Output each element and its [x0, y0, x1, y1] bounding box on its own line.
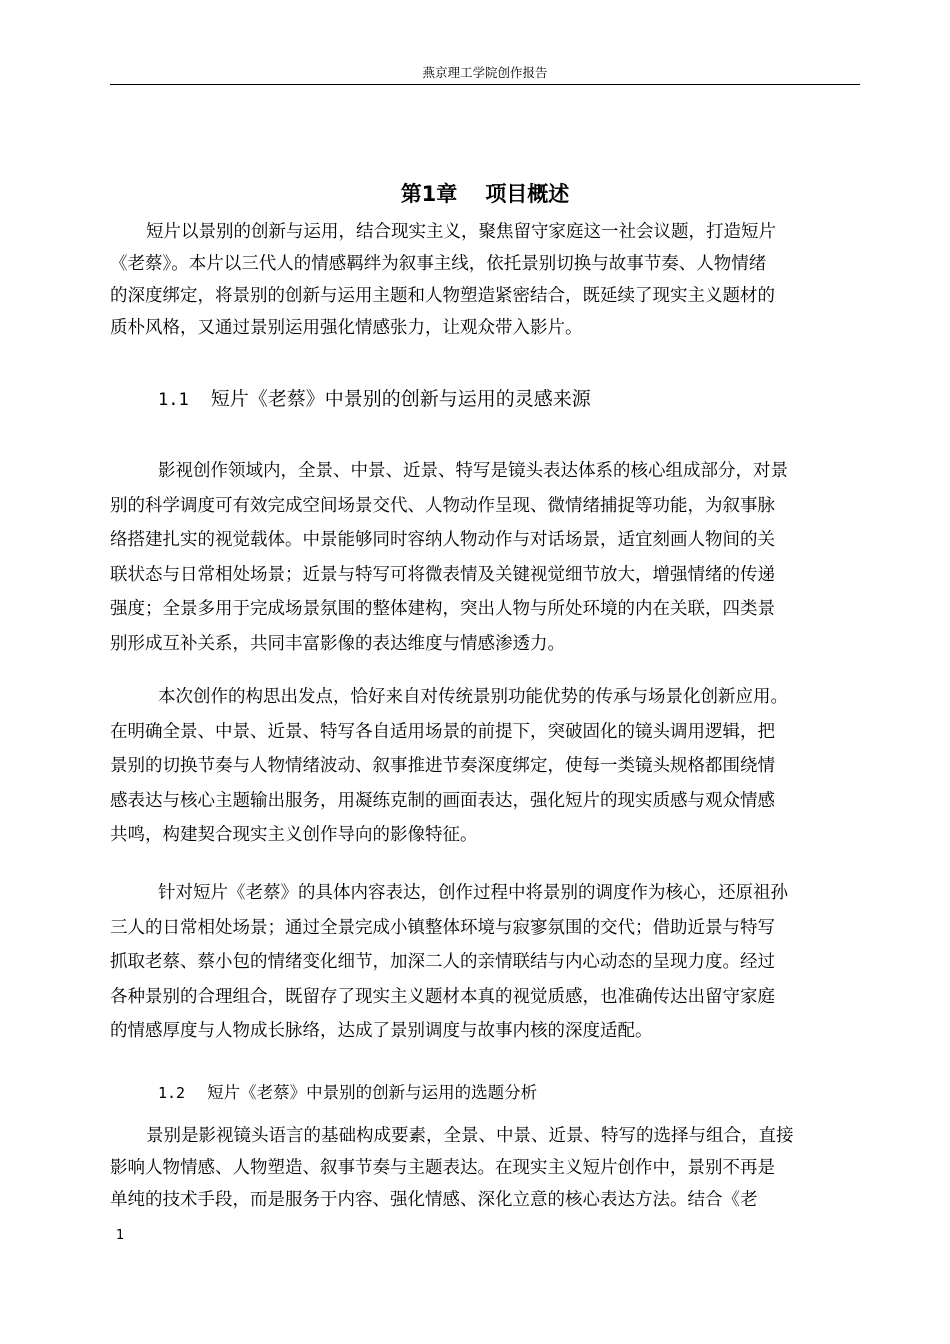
chapter-number: 第1章: [400, 182, 458, 206]
text-line: 针对短片《老蔡》的具体内容表达，创作过程中将景别的调度作为核心，还原祖孙: [158, 883, 788, 903]
header-title: 燕京理工学院创作报告: [422, 65, 548, 80]
text-line: 在明确全景、中景、近景、特写各自适用场景的前提下，突破固化的镜头调用逻辑，把: [110, 721, 775, 742]
text-line: 联状态与日常相处场景；近景与特写可将微表情及关键视觉细节放大，增强情绪的传递: [110, 564, 775, 585]
section-title: 短片《老蔡》中景别的创新与运用的选题分析: [207, 1083, 538, 1102]
text-line: 各种景别的合理组合，既留存了现实主义题材本真的视觉质感，也准确传达出留守家庭: [110, 986, 775, 1007]
text-line: 影响人物情感、人物塑造、叙事节奏与主题表达。在现实主义短片创作中，景别不再是: [110, 1158, 775, 1178]
chapter-title: [110, 178, 860, 210]
text-line: 感表达与核心主题输出服务，用凝练克制的画面表达，强化短片的现实质感与观众情感: [110, 790, 775, 811]
body-paragraph-2: [110, 680, 860, 853]
section-number: 1.2: [158, 1084, 186, 1102]
body-paragraph-3: [110, 876, 860, 1049]
text-line: 景别是影视镜头语言的基础构成要素，全景、中景、近景、特写的选择与组合，直接: [146, 1126, 794, 1146]
section-number: 1.1: [158, 390, 189, 410]
text-line: 本次创作的构思出发点，恰好来自对传统景别功能优势的传承与场景化创新应用。: [158, 687, 788, 707]
section-heading-1-1: [158, 384, 591, 415]
text-line: 质朴风格，又通过景别运用强化情感张力，让观众带入影片。: [110, 318, 583, 338]
text-line: 别的科学调度可有效完成空间场景交代、人物动作呈现、微情绪捕捉等功能，为叙事脉: [110, 495, 775, 516]
section-title: 短片《老蔡》中景别的创新与运用的灵感来源: [210, 388, 591, 410]
text-line: 强度；全景多用于完成场景氛围的整体建构，突出人物与所处环境的内在关联，四类景: [110, 599, 775, 619]
body-paragraph-4: [110, 1120, 860, 1216]
text-line: 景别的切换节奏与人物情绪波动、叙事推进节奏深度绑定，使每一类镜头规格都围绕情: [110, 756, 775, 776]
page-number: 1: [116, 1228, 125, 1243]
section-heading-1-2: [158, 1078, 537, 1108]
body-paragraph-1: [110, 454, 860, 661]
text-line: 抓取老蔡、蔡小包的情绪变化细节，加深二人的亲情联结与内心动态的呈现力度。经过: [110, 952, 775, 972]
page-header: [110, 64, 860, 85]
text-line: 的深度绑定，将景别的创新与运用主题和人物塑造紧密结合，既延续了现实主义题材的: [110, 286, 775, 306]
text-line: 影视创作领域内，全景、中景、近景、特写是镜头表达体系的核心组成部分，对景: [158, 461, 788, 481]
text-line: 三人的日常相处场景；通过全景完成小镇整体环境与寂寥氛围的交代；借助近景与特写: [110, 917, 775, 938]
text-line: 短片以景别的创新与运用，结合现实主义，聚焦留守家庭这一社会议题，打造短片: [146, 222, 776, 242]
intro-paragraph: [110, 216, 860, 344]
text-line: 共鸣，构建契合现实主义创作导向的影像特征。: [110, 825, 478, 845]
text-line: 的情感厚度与人物成长脉络，达成了景别调度与故事内核的深度适配。: [110, 1021, 653, 1041]
chapter-name: 项目概述: [485, 182, 570, 206]
text-line: 单纯的技术手段，而是服务于内容、强化情感、深化立意的核心表达方法。结合《老: [110, 1190, 758, 1210]
text-line: 《老蔡》。本片以三代人的情感羁绊为叙事主线，依托景别切换与故事节奏、人物情绪: [110, 254, 767, 274]
text-line: 别形成互补关系，共同丰富影像的表达维度与情感渗透力。: [110, 633, 565, 654]
text-line: 络搭建扎实的视觉载体。中景能够同时容纳人物动作与对话场景，适宜刻画人物间的关: [110, 530, 775, 550]
